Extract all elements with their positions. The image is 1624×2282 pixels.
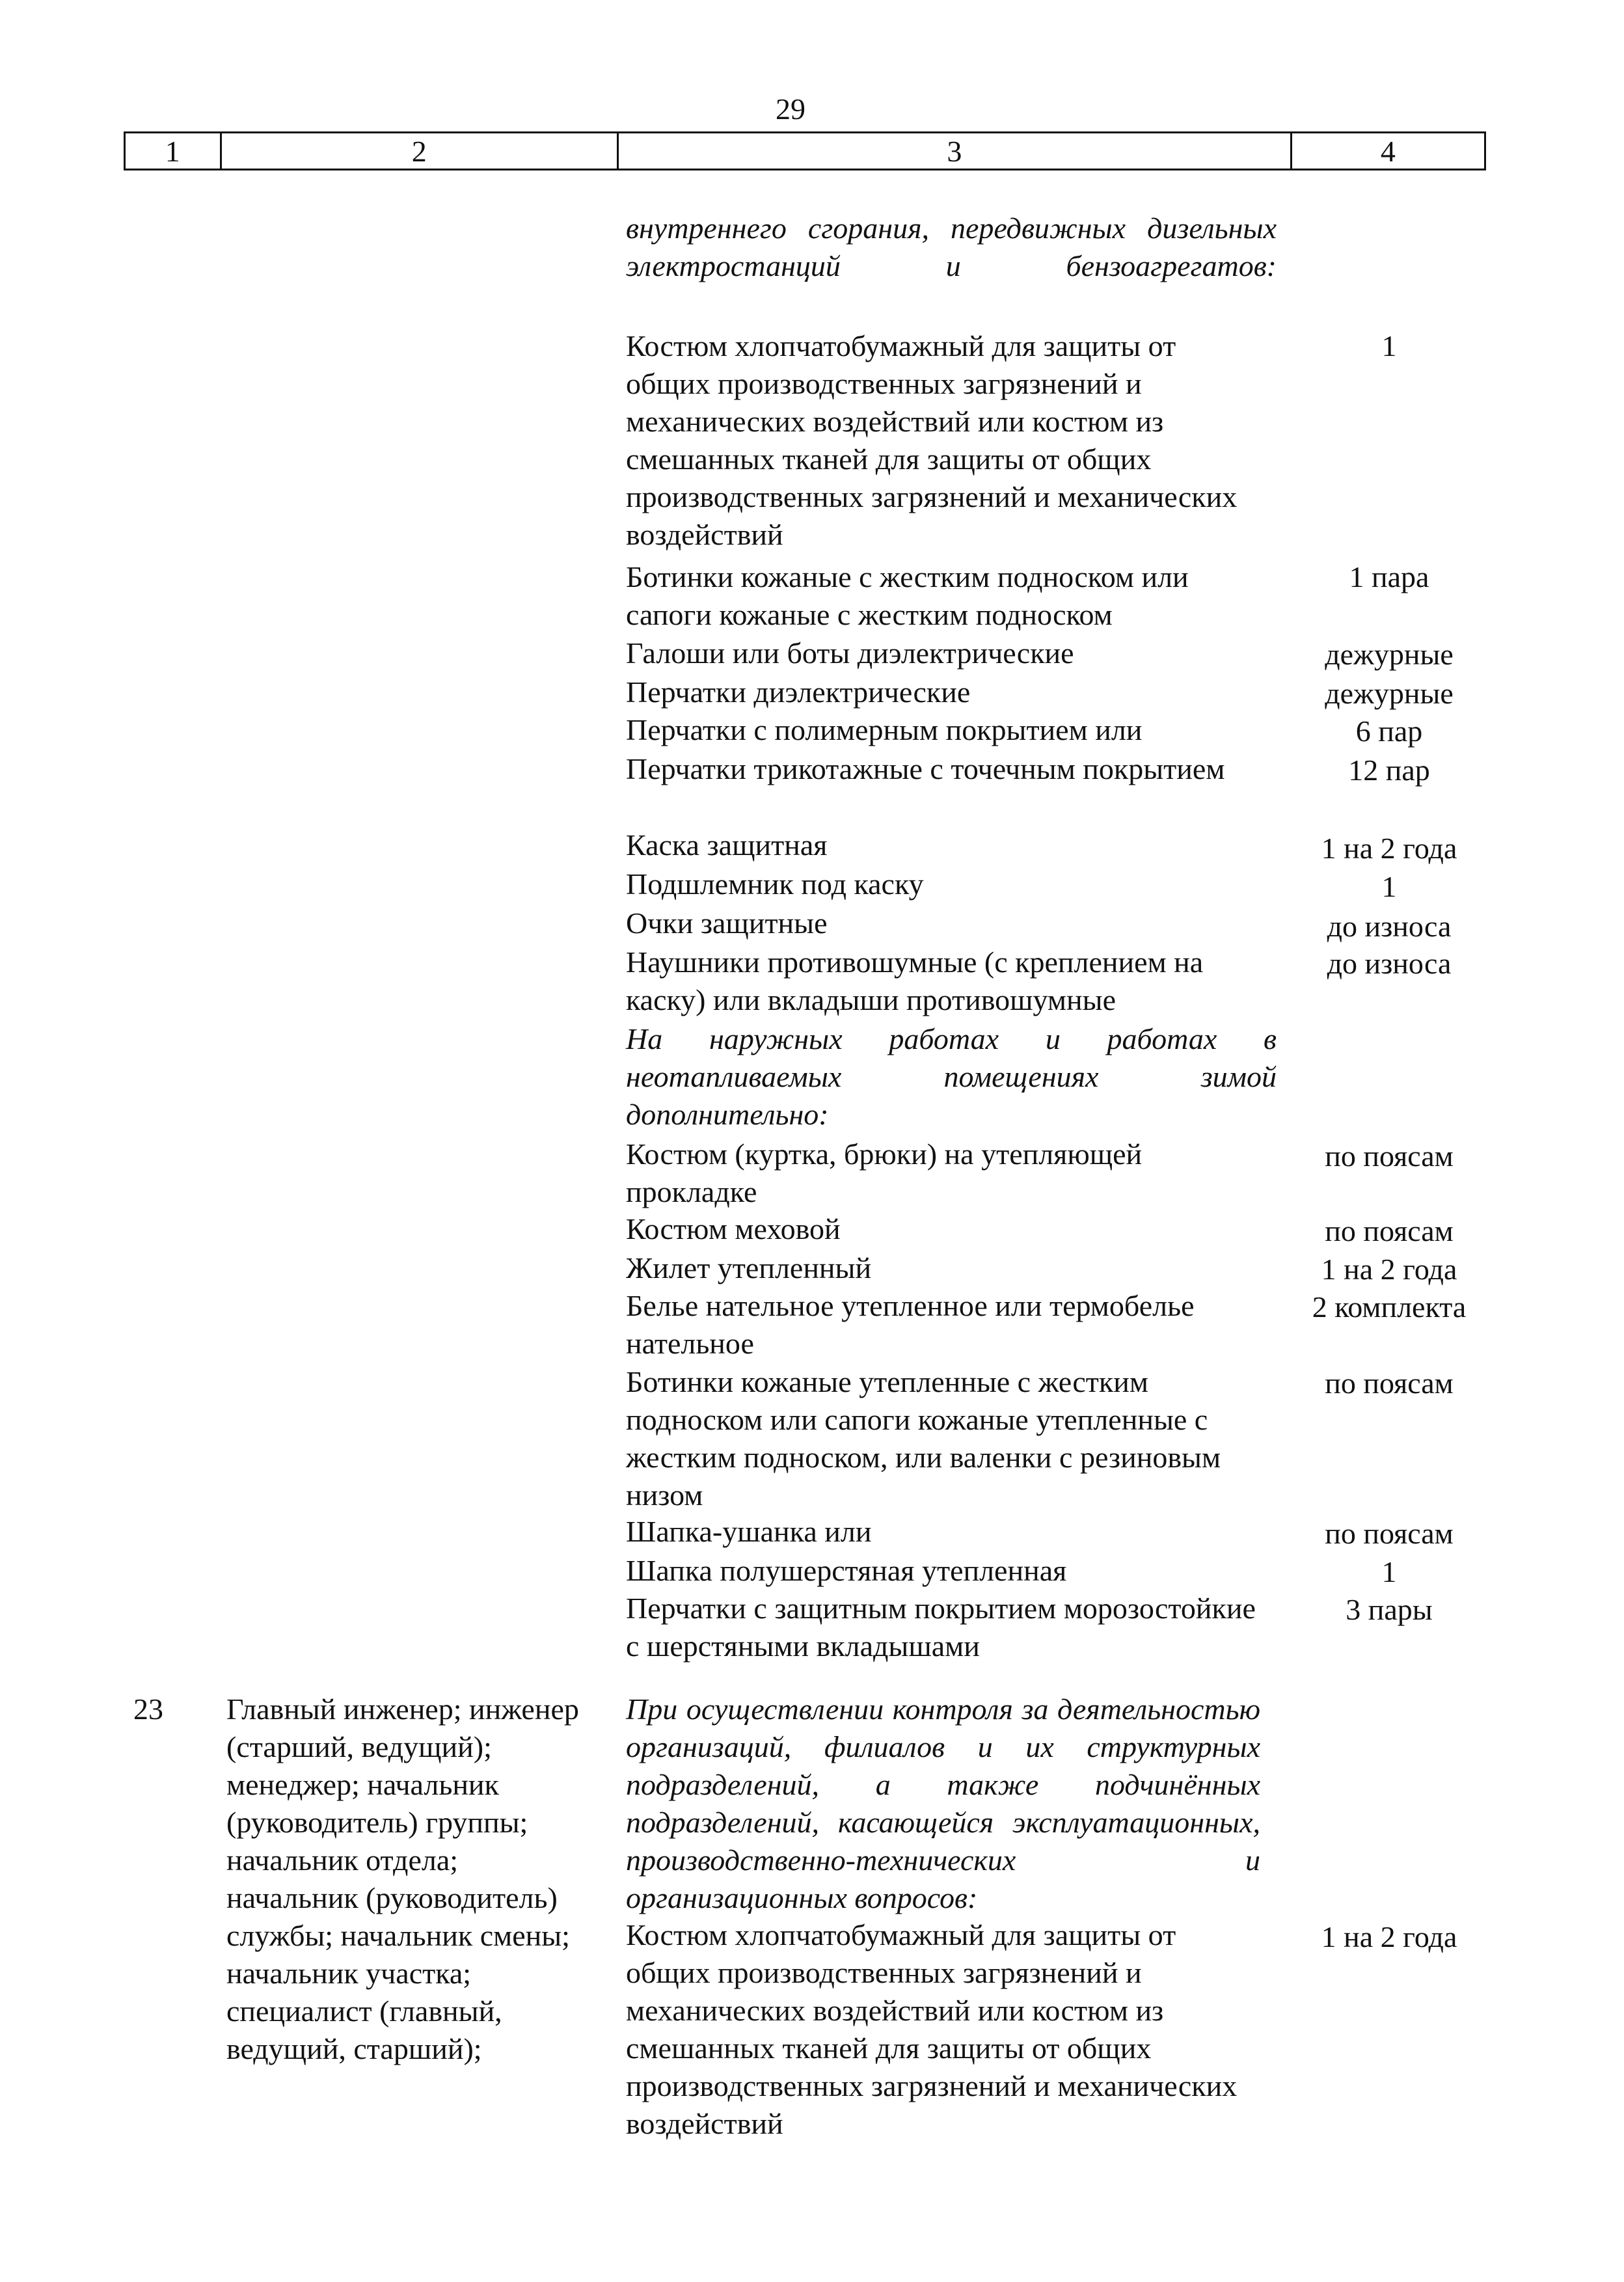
item-text: Жилет утепленный: [626, 1251, 872, 1284]
item-qty: 1 пара: [1349, 560, 1429, 593]
header-col-3: 3: [619, 133, 1292, 169]
item-text: Костюм (куртка, брюки) на утепляющей прокладке: [626, 1137, 1143, 1208]
item-text: Шапка-ушанка или: [626, 1515, 872, 1548]
item-qty: дежурные: [1325, 638, 1454, 671]
item-text: Костюм меховой: [626, 1212, 841, 1245]
item-qty: до износа: [1327, 910, 1452, 943]
item-qty: 12 пар: [1348, 754, 1430, 787]
item-section-heading: На наружных работах и работах в неотапливаемых помещениях зимой дополнительно:: [626, 1022, 1277, 1131]
item-qty: до износа: [1327, 947, 1452, 980]
item-qty: по поясам: [1325, 1517, 1454, 1550]
item-qty: по поясам: [1325, 1214, 1454, 1247]
item-text: Наушники противошумные (с креплением на каску) или вкладыши противошумные: [626, 945, 1204, 1016]
item-qty: 3 пары: [1346, 1593, 1433, 1626]
item-text: Перчатки с полимерным покрытием или: [626, 713, 1143, 746]
item-section-heading: внутреннего сгорания, передвижных дизельных электростанций и бензоагрегатов:: [626, 211, 1277, 282]
item-qty: 1: [1381, 870, 1397, 903]
item-qty: 1: [1381, 1555, 1397, 1588]
item-qty: 6 пар: [1355, 714, 1423, 748]
item-text: Белье нательное утепленное или термобелье нательное: [626, 1289, 1195, 1360]
item-qty: по поясам: [1325, 1366, 1454, 1400]
item-text: Костюм хлопчатобумажный для защиты от общих производственных загрязнений и механических воздействий или костюм из смешанных тканей для защиты от общих производственных загрязнений и механических воздействий: [626, 1918, 1238, 2140]
item-text: Костюм хлопчатобумажный для защиты от общих производственных загрязнений и механических воздействий или костюм из смешанных тканей для защиты от общих производственных загрязнений и механических воздействий: [626, 329, 1238, 551]
item-text: Подшлемник под каску: [626, 867, 924, 901]
item-qty: 1 на 2 года: [1321, 832, 1457, 865]
item-text: Ботинки кожаные утепленные с жестким подноском или сапоги кожаные утепленные с жестким подноском, или валенки с резиновым низом: [626, 1365, 1221, 1512]
item-text: Галоши или боты диэлектрические: [626, 636, 1074, 670]
item-qty: 1 на 2 года: [1321, 1253, 1457, 1286]
item-qty: 1 на 2 года: [1321, 1920, 1457, 1953]
row-number: 23: [133, 1692, 163, 1726]
header-col-4: 4: [1380, 134, 1396, 168]
item-text: Каска защитная: [626, 828, 828, 862]
item-text: Шапка полушерстяная утепленная: [626, 1554, 1067, 1587]
row-positions: Главный инженер; инженер (старший, ведущий); менеджер; начальник (руководитель) группы; начальник отдела; начальник (руководитель) службы; начальник смены; начальник участка; специалист (главный, ведущий, старший);: [226, 1692, 579, 2065]
item-text: Перчатки диэлектрические: [626, 675, 971, 709]
header-col-2: 2: [222, 133, 619, 169]
item-text: Перчатки трикотажные с точечным покрытием: [626, 752, 1225, 785]
item-text: Ботинки кожаные с жестким подноском или сапоги кожаные с жестким подноском: [626, 560, 1189, 631]
item-qty: дежурные: [1325, 677, 1454, 710]
item-text: Очки защитные: [626, 906, 828, 940]
page-number: 29: [776, 92, 805, 126]
header-col-1: 1: [126, 133, 222, 169]
item-qty: 2 комплекта: [1312, 1290, 1467, 1324]
row-condition: При осуществлении контроля за деятельностью организаций, филиалов и их структурных подразделений, а также подчинённых подразделений, касающейся эксплуатационных, производственно-технических и организационных вопросов:: [626, 1692, 1260, 1914]
item-qty: по поясам: [1325, 1139, 1454, 1173]
item-text: Перчатки с защитным покрытием морозостойкие с шерстяными вкладышами: [626, 1592, 1256, 1663]
item-qty: 1: [1381, 329, 1397, 362]
